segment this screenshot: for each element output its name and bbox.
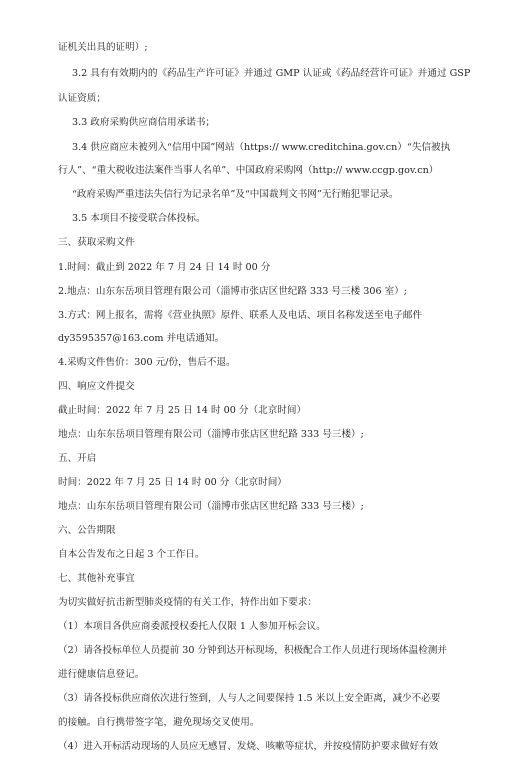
- text-line: 自本公告发布之日起 3 个工作日。: [58, 549, 205, 560]
- text-line: 4.采购文件售价：300 元/份，售后不退。: [58, 357, 236, 368]
- text-line: dy3595357@163.com 并电话通知。: [58, 333, 225, 344]
- text-line: （2）请各投标单位人员提前 30 分钟到达开标现场，积极配合工作人员进行现场体温检测并: [58, 645, 447, 656]
- section-heading: 七、其他补充事宜: [58, 573, 135, 584]
- section-heading: 五、开启: [58, 453, 97, 464]
- text-line: 认证资质；: [58, 93, 106, 104]
- text-line: “政府采购严重违法失信行为记录名单”及“中国裁判文书网”无行贿犯罪记录。: [72, 189, 399, 200]
- text-line: 截止时间：2022 年 7 月 25 日 14 时 00 分（北京时间）: [58, 405, 307, 416]
- text-line: 证机关出具的证明）;: [58, 42, 148, 53]
- text-line: 3.5 本项目不接受联合体投标。: [72, 213, 206, 224]
- text-line: 地点：山东东岳项目管理有限公司（淄博市张店区世纪路 333 号三楼）;: [58, 501, 364, 512]
- text-line: 1.时间：截止到 2022 年 7 月 24 日 14 时 00 分: [58, 262, 271, 273]
- text-line: （1）本项目各供应商委派授权委托人仅限 1 人参加开标会议。: [58, 621, 326, 632]
- section-heading: 六、公告期限: [58, 525, 116, 536]
- text-line: 3.方式：网上报名，需将《营业执照》原件、联系人及电话、项目名称发送至电子邮件: [58, 310, 423, 321]
- text-line: 的接触。自行携带签字笔，避免现场交叉使用。: [58, 717, 260, 728]
- text-line: （3）请各投标供应商依次进行签到，人与人之间要保持 1.5 米以上安全距离，减少不必要: [58, 693, 441, 704]
- text-line: 地点：山东东岳项目管理有限公司（淄博市张店区世纪路 333 号三楼）;: [58, 429, 364, 440]
- section-heading: 四、响应文件提交: [58, 381, 135, 392]
- text-line: 为切实做好抗击新型肺炎疫情的有关工作，特作出如下要求：: [58, 597, 318, 608]
- text-line: 行人”、“重大税收违法案件当事人名单”、中国政府采购网（http:// www.ccgp.gov.cn）: [58, 165, 439, 176]
- text-line: 2.地点：山东东岳项目管理有限公司（淄博市张店区世纪路 333 号三楼 306 室）;: [58, 286, 408, 297]
- section-heading: 三、获取采购文件: [58, 237, 135, 248]
- text-line: （4）进入开标活动现场的人员应无感冒、发烧、咳嗽等症状，并按疫情防护要求做好有效: [58, 741, 439, 752]
- text-line: 3.3 政府采购供应商信用承诺书；: [72, 117, 216, 128]
- text-line: 进行健康信息登记。: [58, 669, 145, 680]
- text-line: 时间：2022 年 7 月 25 日 14 时 00 分（北京时间）: [58, 477, 287, 488]
- text-line: 3.2 具有有效期内的《药品生产许可证》并通过 GMP 认证或《药品经营许可证》并通过 GSP: [72, 68, 471, 79]
- text-line: 3.4 供应商应未被列入“信用中国”网站（https:// www.creditchina.gov.cn）“失信被执: [72, 142, 451, 153]
